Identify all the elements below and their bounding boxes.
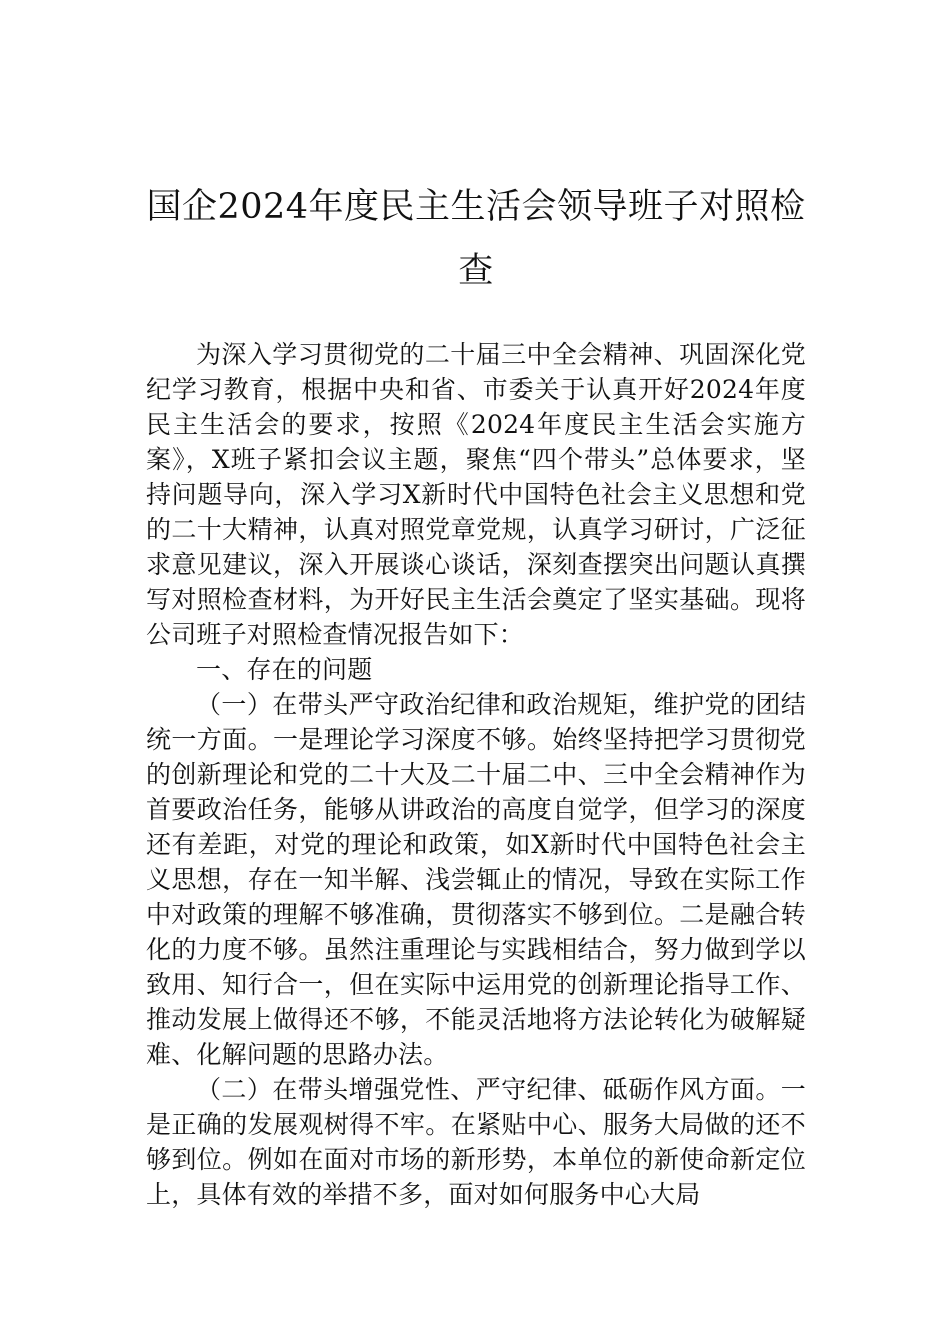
section-heading-problems: 一、存在的问题: [196, 655, 373, 684]
problem-paragraph-2: （二）在带头增强党性、严守纪律、砥砺作风方面。一是正确的发展观树得不牢。在紧贴中心、服务大局做的还不够到位。例如在面对市场的新形势，本单位的新使命新定位上，具体有效的举措不多，面对如何服务中心大局: [146, 1075, 806, 1209]
document-title: 国企2024年度民主生活会领导班子对照检查: [146, 187, 806, 291]
intro-paragraph: 为深入学习贯彻党的二十届三中全会精神、巩固深化党纪学习教育，根据中央和省、市委关于认真开好2024年度民主生活会的要求，按照《2024年度民主生活会实施方案》，X班子紧扣会议主题，聚焦“四个带头”总体要求，坚持问题导向，深入学习X新时代中国特色社会主义思想和党的二十大精神，认真对照党章党规，认真学习研讨，广泛征求意见建议，深入开展谈心谈话，深刻查摆突出问题认真撰写对照检查材料，为开好民主生活会奠定了坚实基础。现将公司班子对照检查情况报告如下：: [146, 340, 806, 649]
document-page: [146, 175, 806, 1212]
problem-paragraph-1: （一）在带头严守政治纪律和政治规矩，维护党的团结统一方面。一是理论学习深度不够。始终坚持把学习贯彻党的创新理论和党的二十大及二十届二中、三中全会精神作为首要政治任务，能够从讲政治的高度自觉学，但学习的深度还有差距，对党的理论和政策，如X新时代中国特色社会主义思想，存在一知半解、浅尝辄止的情况，导致在实际工作中对政策的理解不够准确，贯彻落实不够到位。二是融合转化的力度不够。虽然注重理论与实践相结合，努力做到学以致用、知行合一，但在实际中运用党的创新理论指导工作、推动发展上做得还不够，不能灵活地将方法论转化为破解疑难、化解问题的思路办法。: [146, 690, 806, 1069]
